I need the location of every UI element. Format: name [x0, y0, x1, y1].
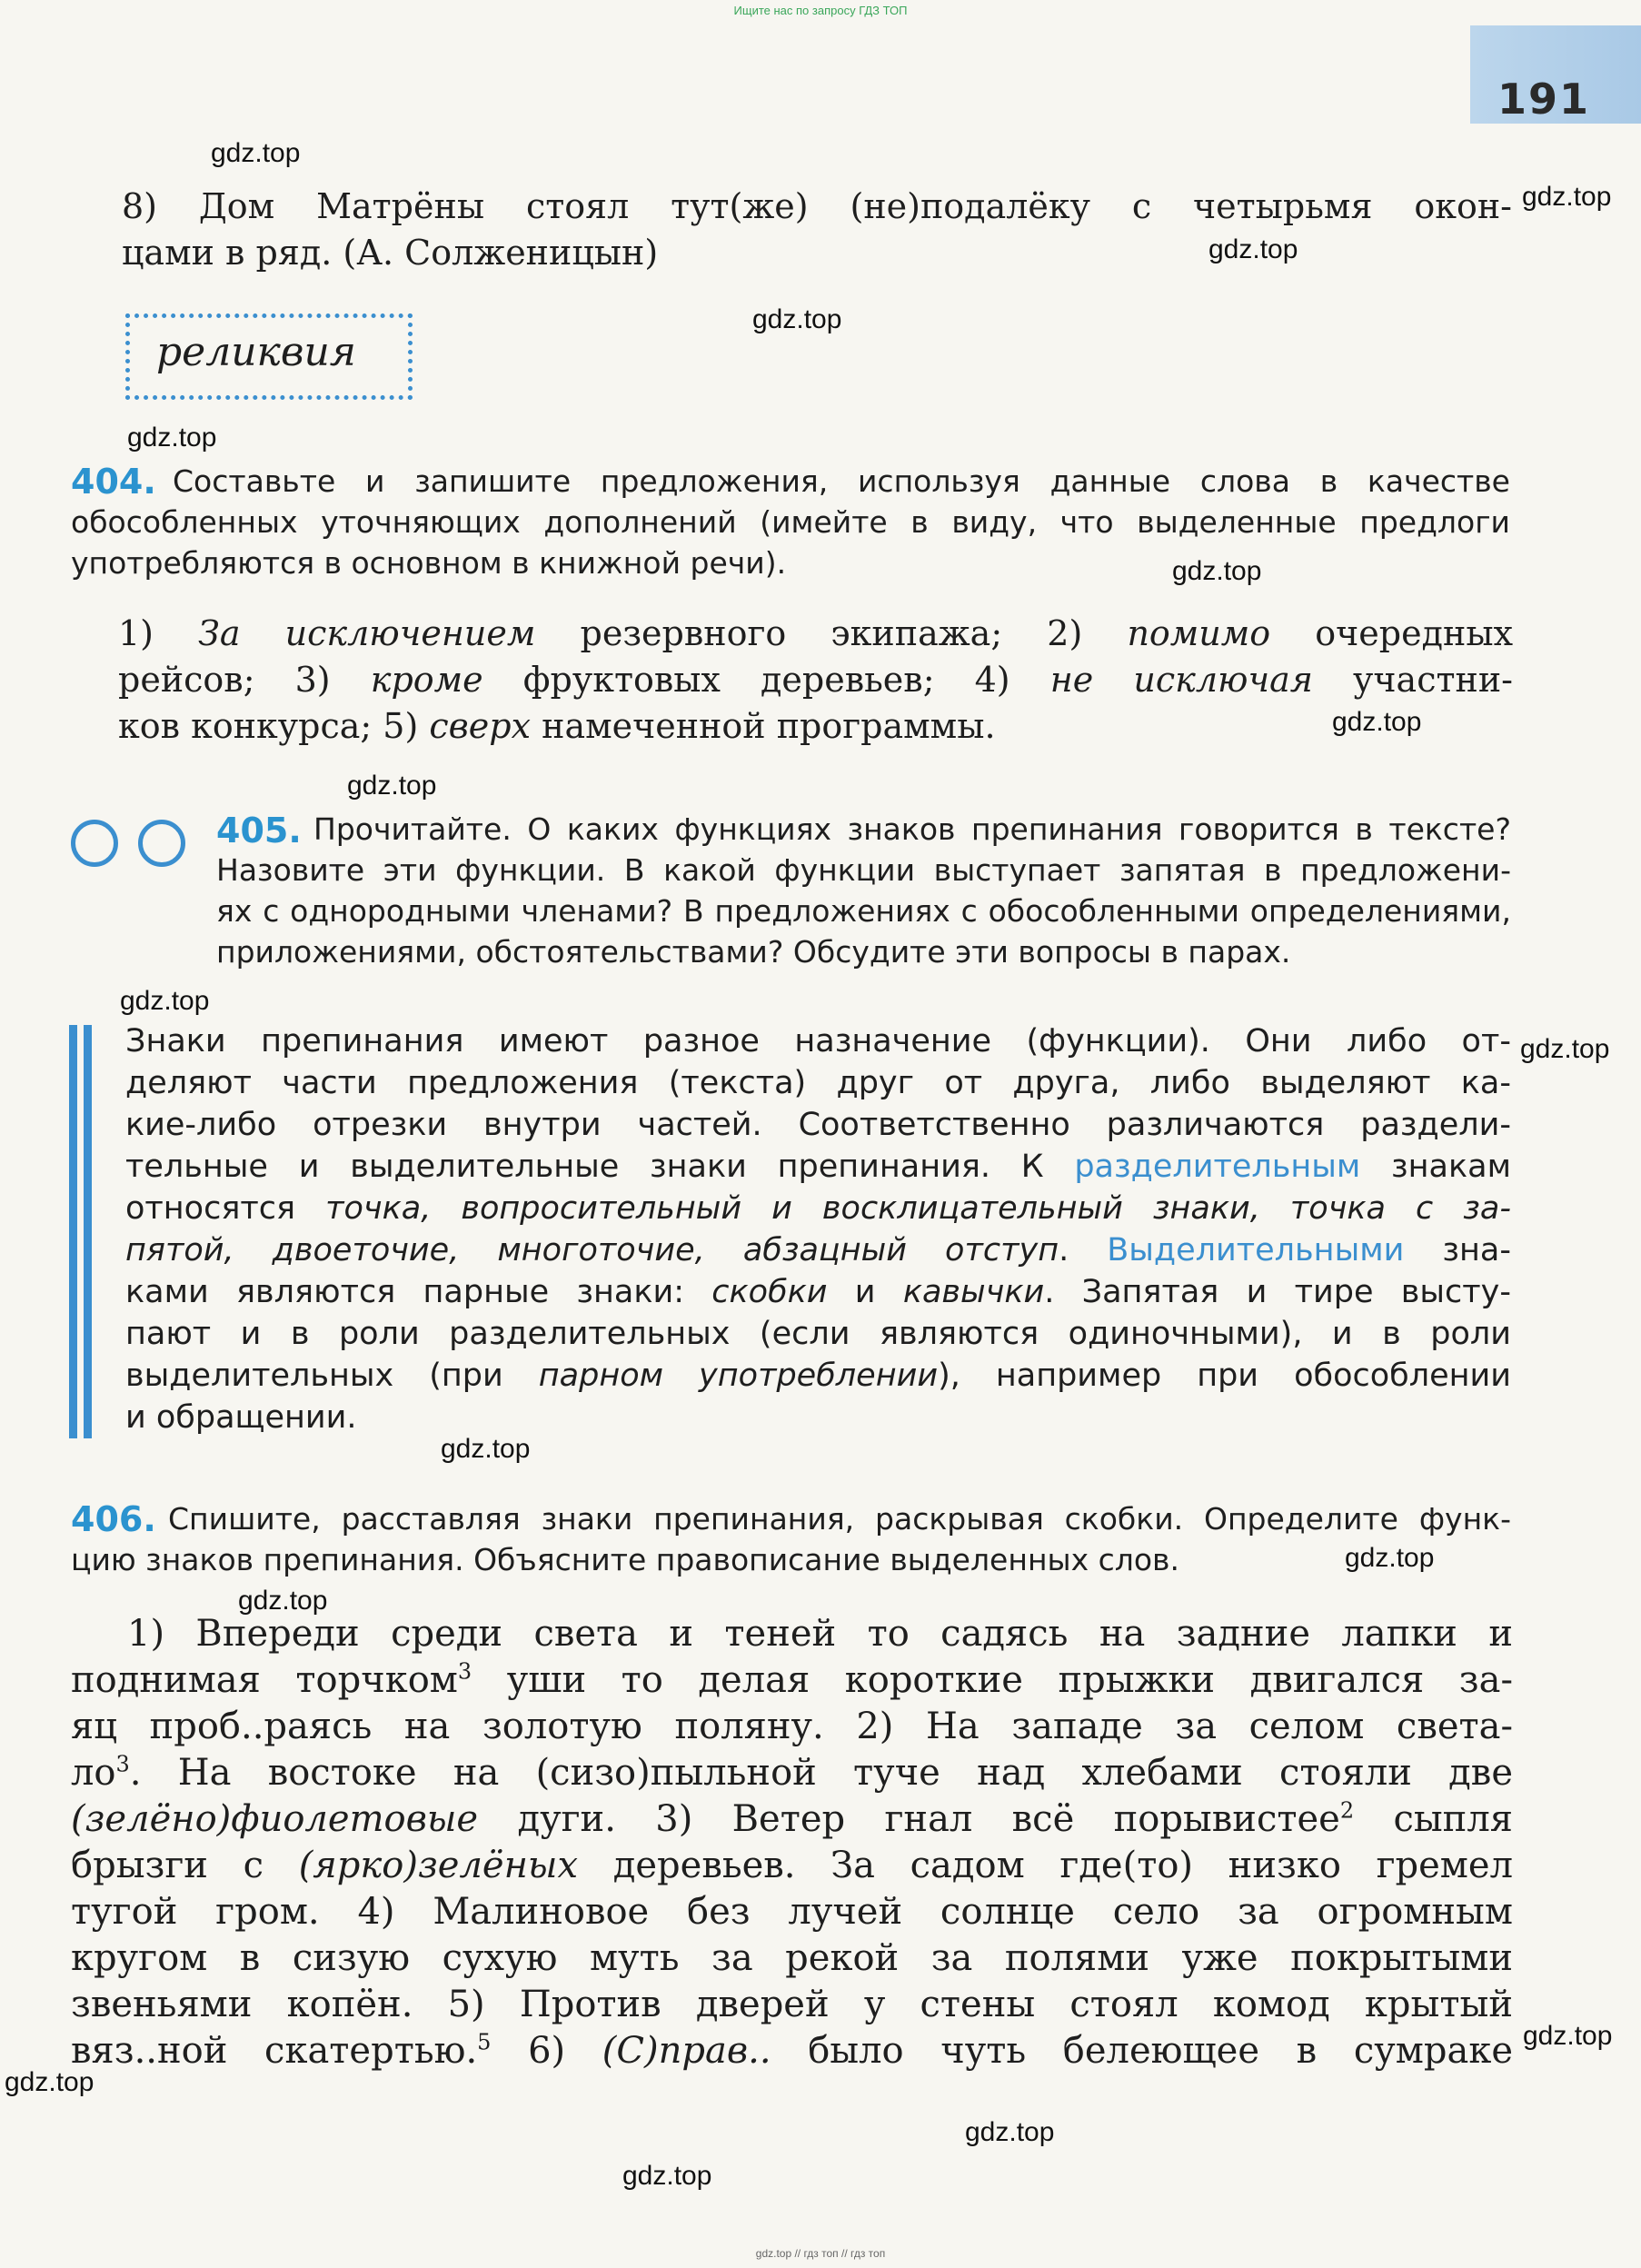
text-sidebar-line: [69, 1025, 77, 1438]
text-line: и обращении.: [125, 1399, 357, 1436]
preposition: За исключением: [198, 613, 536, 653]
preposition: не исключая: [1049, 660, 1313, 700]
watermark: gdz.top: [441, 1434, 531, 1464]
text-span: ), например при обособлении: [938, 1358, 1512, 1394]
text-span: выделительных (при: [125, 1358, 539, 1394]
exercise-number: 405.: [216, 811, 302, 850]
watermark: gdz.top: [1332, 707, 1422, 737]
highlighted-word: (ярко)зелёных: [298, 1845, 579, 1886]
text-span: вяз..ной скатертью.: [71, 2030, 478, 2072]
text-span: поднимая торчком: [71, 1659, 458, 1701]
watermark: gdz.top: [211, 138, 301, 168]
text-span: резервного экипажа; 2): [535, 613, 1128, 653]
item-8-line: цами в ряд. (А. Солженицын): [122, 233, 659, 273]
exercise-404-task: [173, 461, 1510, 502]
watermark: gdz.top: [752, 304, 842, 334]
exercise-405-task: [313, 809, 1511, 850]
text-span: .: [1059, 1232, 1108, 1268]
vocabulary-word: реликвия: [156, 329, 356, 375]
text-span: фруктовых деревьев; 4): [482, 660, 1050, 700]
top-note: Ищите нас по запросу ГДЗ ТОП: [733, 4, 908, 17]
text-span: 6): [491, 2030, 602, 2072]
exercise-405-text: [125, 1020, 1511, 1438]
text-span: парном употреблении: [538, 1358, 939, 1394]
task-line: приложениями, обстоятельствами? Обсудите эти вопросы в парах.: [216, 934, 1291, 970]
watermark: gdz.top: [127, 423, 217, 453]
term: Выделительными: [1107, 1232, 1405, 1268]
text-span: знакам: [1360, 1149, 1511, 1185]
watermark: gdz.top: [965, 2117, 1055, 2147]
watermark: gdz.top: [1208, 234, 1298, 264]
task-line: обособленных уточняющих дополнений (имейте в виду, что выделенные предлоги: [71, 504, 1510, 540]
text-span: 1): [118, 613, 199, 653]
exercise-405-task-cont: [216, 850, 1511, 972]
preposition: кроме: [370, 660, 483, 700]
exercise-406-text: [71, 1611, 1513, 2074]
footnote-mark: 3: [115, 1751, 130, 1777]
footnote-mark: 5: [477, 2029, 492, 2055]
text-span: ков конкурса; 5): [118, 706, 430, 746]
text-span: рейсов; 3): [118, 660, 371, 700]
text-span: участни-: [1312, 660, 1513, 700]
text-span: уши то делая короткие прыжки двигался за-: [472, 1659, 1513, 1701]
text-line: яц проб..раясь на золотую поляну. 2) На западе за селом светa-: [71, 1706, 1513, 1747]
exercise-number: 404.: [71, 462, 156, 502]
text-span: ло: [71, 1752, 116, 1794]
exercise-404-task-cont: [71, 502, 1510, 583]
item-8: [122, 184, 1512, 276]
watermark: gdz.top: [238, 1586, 328, 1616]
watermark: gdz.top: [1345, 1543, 1435, 1573]
watermark: gdz.top: [347, 771, 437, 801]
text-span: зна-: [1404, 1232, 1511, 1268]
watermark: gdz.top: [5, 2067, 94, 2097]
smiley-icon: [71, 820, 118, 867]
footer-note: gdz.top // гдз топ // гдз топ: [755, 2247, 886, 2260]
text-span: дуги. 3) Ветер гнал всё порывистее: [478, 1798, 1340, 1840]
text-span: . На востоке на (сизо)пыльной туче над хлебами стояли две: [129, 1752, 1513, 1794]
text-span: относятся: [125, 1190, 326, 1227]
watermark: gdz.top: [1522, 182, 1612, 212]
text-span: кавычки: [902, 1274, 1045, 1310]
task-line: употребляются в основном в книжной речи).: [71, 545, 787, 581]
item-8-line: 8) Дом Матрёны стоял тут(же) (не)подалёку с четырьмя окон-: [122, 186, 1512, 226]
text-line: пают и в роли разделительных (если являются одиночными), и в роли: [125, 1316, 1511, 1352]
term: разделительным: [1074, 1149, 1361, 1185]
exercise-406-task: [168, 1498, 1511, 1539]
task-line: Прочитайте. О каких функциях знаков препинания говорится в тексте?: [313, 811, 1511, 847]
text-line: кругом в сизую сухую муть за рекой за полями уже покрытыми: [71, 1937, 1513, 1979]
task-line: ях с однородными членами? В предложениях с обособленными определениями,: [216, 893, 1511, 929]
text-span: скобки: [711, 1274, 828, 1310]
task-line: Назовите эти функции. В какой функции выступает запятая в предложени-: [216, 852, 1511, 888]
text-span: намеченной программы.: [531, 706, 996, 746]
text-span: деревьев. За садом где(то) низко гремел: [578, 1845, 1513, 1886]
highlighted-word: (С)прав..: [602, 2030, 771, 2072]
watermark: gdz.top: [1520, 1034, 1610, 1064]
watermark: gdz.top: [622, 2161, 712, 2191]
highlighted-word: (зелёно)фиолетовые: [71, 1798, 479, 1840]
exercise-404-items: [118, 611, 1513, 750]
text-span: очередных: [1270, 613, 1513, 653]
preposition: сверх: [429, 706, 532, 746]
text-line: деляют части предложения (текста) друг от друга, либо выделяют ка-: [125, 1065, 1511, 1101]
text-line: 1) Впереди среди света и теней то садясь на задние лапки и: [127, 1613, 1513, 1655]
text-line: тугой гром. 4) Малиновое без лучей солнце село за огромным: [71, 1891, 1513, 1933]
watermark: gdz.top: [1172, 556, 1262, 586]
text-line: звеньями копён. 5) Против дверей у стены стоял комод крытый: [71, 1984, 1513, 2025]
text-span: ками являются парные знаки:: [125, 1274, 712, 1310]
task-line: Составьте и запишите предложения, используя данные слова в качестве: [173, 463, 1510, 499]
footnote-mark: 3: [457, 1658, 472, 1685]
text-line: кие-либо отрезки внутри частей. Соответственно различаются раздели-: [125, 1107, 1511, 1143]
watermark: gdz.top: [120, 986, 210, 1016]
footnote-mark: 2: [1339, 1797, 1355, 1824]
task-line: Спишите, расставляя знаки препинания, раскрывая скобки. Определите функ-: [168, 1501, 1511, 1537]
text-span: тельные и выделительные знаки препинания. К: [125, 1149, 1075, 1185]
text-span: было чуть белеющее в сумраке: [771, 2030, 1513, 2072]
exercise-number: 406.: [71, 1499, 156, 1539]
preposition: помимо: [1127, 613, 1271, 653]
smiley-icon: [138, 820, 185, 867]
task-line: цию знаков препинания. Объясните правописание выделенных слов.: [71, 1542, 1179, 1577]
text-span: точка, вопросительный и восклицательный знаки, точка с за-: [325, 1190, 1511, 1227]
watermark: gdz.top: [1523, 2021, 1613, 2051]
text-line: Знаки препинания имеют разное назначение (функции). Они либо от-: [125, 1023, 1511, 1059]
exercise-406-task-cont: [71, 1539, 1511, 1580]
text-span: и: [827, 1274, 903, 1310]
text-span: сыпля: [1354, 1798, 1513, 1840]
text-span: . Запятая и тире высту-: [1044, 1274, 1512, 1310]
page-number: 191: [1497, 75, 1591, 124]
text-span: пятой, двоеточие, многоточие, абзацный отступ: [125, 1232, 1059, 1268]
text-sidebar-line: [84, 1025, 92, 1438]
text-span: брызги с: [71, 1845, 299, 1886]
